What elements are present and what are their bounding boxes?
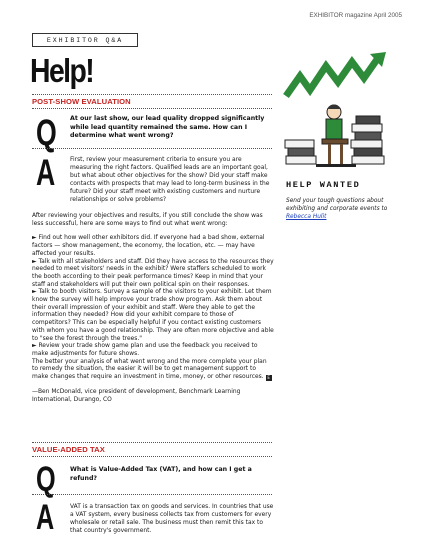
sidebar-text [286,197,396,221]
question-letter: Q [36,460,56,499]
question-letter: Q [36,112,57,153]
book-stack-icon [285,140,316,164]
divider [32,456,272,457]
sidebar-title: HELP WANTED [286,180,361,190]
author-signature: —Ben McDonald, vice president of development, Benchmark Learning International, Durango, CO [32,388,241,403]
end-mark-icon: E [267,375,270,381]
book-stack-icon [351,116,384,164]
answer-lead-text: First, review your measurement criteria to ensure you are measuring the right factors. Qualified leads are an important goal, but what about other objectives for the show? Did your staff make contacts with prospects that may lead to long-term business in the future? Did your staff meet with existing customers and nurture relationships or solve problems? [70,156,270,203]
masthead: EXHIBITOR magazine April 2005 [309,12,402,19]
sidebar-prompt: Send your tough questions about exhibiting and corporate events to [286,198,388,212]
divider [32,108,272,109]
divider [32,94,272,95]
bullet-item: ► Talk to booth visitors. Survey a sample of the visitors to your exhibit. Let them know the survey will help improve your trade show program. Ask them about their overall impression of your exhibit and staff. Were they able to get the information they needed? How did your exhibit compare to those of competitors? This can be especially helpful if you contact existing customers with whom you have a good relationship. They are often more objective and able to "see the forest through the trees." [32,288,274,342]
divider [32,494,272,495]
person-at-desk-icon [316,105,356,168]
section-heading-post-show: POST-SHOW EVALUATION [32,97,131,106]
divider [32,442,272,443]
closing-text: The better your analysis of what went wrong and the more complete your plan to remedy the situation, the easier it will be to get management support to make changes that require an investment in time, money, or other resources. [32,357,267,381]
paragraph: After reviewing your objectives and results, if you still conclude the show was less successful, here are some ways to find out what went wrong: [32,212,263,227]
growth-arrow-icon [286,58,378,96]
paragraph [32,358,274,381]
section-label-box [32,33,138,47]
answer-body [32,212,274,403]
section-label: EXHIBITOR Q&A [46,36,124,44]
bullet-item: ► Review your trade show game plan and use the feedback you received to make adjustments for future shows. [32,342,258,357]
question-text: At our last show, our lead quality dropped significantly while lead quantity remained the same. How can I determine what went wrong? [70,115,265,139]
contact-link[interactable]: Rebecca Hulit [286,214,327,220]
question-text: What is Value-Added Tax (VAT), and how can I get a refund? [70,466,252,482]
answer-letter: A [36,498,55,537]
answer-letter: A [36,152,56,193]
answer-lead-text: VAT is a transaction tax on goods and services. In countries that use a VAT system, every business collects tax from customers for every wholesale or retail sale. The business must then remit this tax to that country's government. [70,503,274,534]
divider [32,148,272,149]
bullet-item: ► Talk with all stakeholders and staff. Did they have access to the resources they needed to meet visitors' needs in the exhibit? Were staffers scheduled to work the booth according to their peak performance times? Keep in mind that your staff and stakeholders will put their own political spin on their responses. [32,257,274,288]
section-heading-vat: VALUE-ADDED TAX [32,445,105,454]
page-title: Help! [30,52,94,89]
bullet-item: ► Find out how well other exhibitors did. If everyone had a bad show, external factors — show management, the economy, the location, etc. — may have affected your results. [32,234,265,257]
help-wanted-illustration [282,52,390,172]
